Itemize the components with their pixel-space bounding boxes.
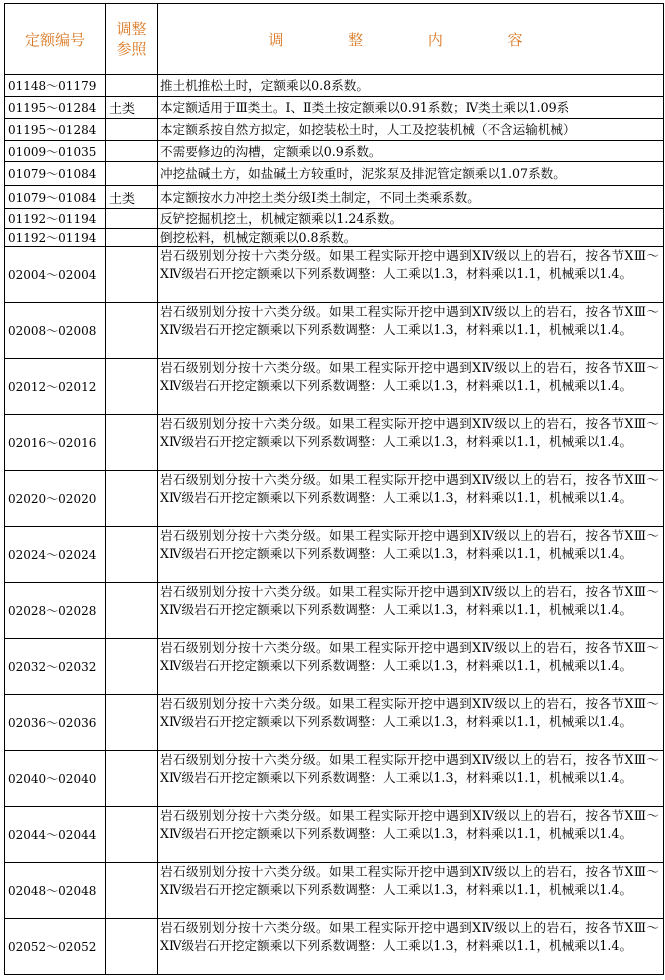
row-code: 01079～01084 (5, 186, 106, 209)
row-content: 不需要修边的沟槽，定额乘以0.9系数。 (158, 141, 664, 162)
table-row (5, 471, 664, 527)
table-row (5, 97, 664, 119)
table-row (5, 583, 664, 639)
row-content: 岩石级别划分按十六类分级。如果工程实际开挖中遇到ⅩⅣ级以上的岩石，按各节ⅩⅢ～ⅩⅣ级岩石开挖定额乘以下列系数调整：人工乘以1.3，材料乘以1.1，机械乘以1.4。 (158, 359, 664, 415)
row-ref (106, 75, 158, 97)
table-row (5, 303, 664, 359)
table-row (5, 807, 664, 863)
row-ref (106, 863, 158, 919)
row-content: 冲挖盐碱土方，如盐碱土方较重时，泥浆泵及排泥管定额乘以1.07系数。 (158, 162, 664, 186)
row-code: 02012～02012 (5, 359, 106, 415)
row-content: 岩石级别划分按十六类分级。如果工程实际开挖中遇到ⅩⅣ级以上的岩石，按各节ⅩⅢ～ⅩⅣ级岩石开挖定额乘以下列系数调整：人工乘以1.3，材料乘以1.1，机械乘以1.4。 (158, 583, 664, 639)
row-code: 02016～02016 (5, 415, 106, 471)
row-code: 02036～02036 (5, 695, 106, 751)
table-row (5, 863, 664, 919)
row-code: 02004～02004 (5, 247, 106, 303)
row-code: 02024～02024 (5, 527, 106, 583)
row-content: 反铲挖掘机挖土，机械定额乘以1.24系数。 (158, 209, 664, 229)
table-row (5, 247, 664, 303)
row-ref (106, 471, 158, 527)
header-code: 定额编号 (5, 4, 106, 75)
row-ref (106, 247, 158, 303)
table-row (5, 919, 664, 975)
row-code: 01195～01284 (5, 119, 106, 141)
row-content: 岩石级别划分按十六类分级。如果工程实际开挖中遇到ⅩⅣ级以上的岩石，按各节ⅩⅢ～ⅩⅣ级岩石开挖定额乘以下列系数调整：人工乘以1.3，材料乘以1.1，机械乘以1.4。 (158, 415, 664, 471)
row-content: 岩石级别划分按十六类分级。如果工程实际开挖中遇到ⅩⅣ级以上的岩石，按各节ⅩⅢ～ⅩⅣ级岩石开挖定额乘以下列系数调整：人工乘以1.3，材料乘以1.1，机械乘以1.4。 (158, 751, 664, 807)
table-row (5, 229, 664, 247)
row-content: 岩石级别划分按十六类分级。如果工程实际开挖中遇到ⅩⅣ级以上的岩石，按各节ⅩⅢ～ⅩⅣ级岩石开挖定额乘以下列系数调整：人工乘以1.3，材料乘以1.1，机械乘以1.4。 (158, 639, 664, 695)
table-row (5, 209, 664, 229)
row-code: 02048～02048 (5, 863, 106, 919)
header-ref (106, 4, 158, 75)
row-content: 本定额系按自然方拟定，如挖装松土时，人工及挖装机械（不含运输机械） (158, 119, 664, 141)
row-content: 推土机推松土时，定额乘以0.8系数。 (158, 75, 664, 97)
row-ref (106, 162, 158, 186)
row-code: 02028～02028 (5, 583, 106, 639)
adjustment-table (4, 3, 664, 975)
row-content: 本定额按水力冲挖土类分级Ⅰ类土制定，不同土类乘系数。 (158, 186, 664, 209)
row-code: 02044～02044 (5, 807, 106, 863)
header-content: 调 整 内 容 (158, 4, 664, 75)
row-ref (106, 415, 158, 471)
row-ref (106, 303, 158, 359)
table-row (5, 639, 664, 695)
row-content: 岩石级别划分按十六类分级。如果工程实际开挖中遇到ⅩⅣ级以上的岩石，按各节ⅩⅢ～ⅩⅣ级岩石开挖定额乘以下列系数调整：人工乘以1.3，材料乘以1.1，机械乘以1.4。 (158, 471, 664, 527)
row-ref: 土类 (106, 97, 158, 119)
row-code: 01079～01084 (5, 162, 106, 186)
row-code: 01009～01035 (5, 141, 106, 162)
table-row (5, 75, 664, 97)
row-ref (106, 209, 158, 229)
row-ref (106, 919, 158, 975)
table-row (5, 695, 664, 751)
table-row (5, 527, 664, 583)
table-row (5, 186, 664, 209)
row-ref (106, 229, 158, 247)
row-ref (106, 639, 158, 695)
table-row (5, 415, 664, 471)
row-code: 02052～02052 (5, 919, 106, 975)
row-code: 02040～02040 (5, 751, 106, 807)
row-ref (106, 119, 158, 141)
table-row (5, 359, 664, 415)
row-content: 岩石级别划分按十六类分级。如果工程实际开挖中遇到ⅩⅣ级以上的岩石，按各节ⅩⅢ～ⅩⅣ级岩石开挖定额乘以下列系数调整：人工乘以1.3，材料乘以1.1，机械乘以1.4。 (158, 303, 664, 359)
row-code: 01192～01194 (5, 229, 106, 247)
header-ref-text: 调整参照 (116, 20, 147, 58)
row-content: 倒挖松料，机械定额乘以0.8系数。 (158, 229, 664, 247)
row-content: 岩石级别划分按十六类分级。如果工程实际开挖中遇到ⅩⅣ级以上的岩石，按各节ⅩⅢ～ⅩⅣ级岩石开挖定额乘以下列系数调整：人工乘以1.3，材料乘以1.1，机械乘以1.4。 (158, 863, 664, 919)
row-ref (106, 359, 158, 415)
header-row (5, 4, 664, 75)
row-code: 02020～02020 (5, 471, 106, 527)
row-content: 岩石级别划分按十六类分级。如果工程实际开挖中遇到ⅩⅣ级以上的岩石，按各节ⅩⅢ～ⅩⅣ级岩石开挖定额乘以下列系数调整：人工乘以1.3，材料乘以1.1，机械乘以1.4。 (158, 807, 664, 863)
row-code: 01195～01284 (5, 97, 106, 119)
row-code: 01192～01194 (5, 209, 106, 229)
row-ref (106, 695, 158, 751)
row-content: 岩石级别划分按十六类分级。如果工程实际开挖中遇到ⅩⅣ级以上的岩石，按各节ⅩⅢ～ⅩⅣ级岩石开挖定额乘以下列系数调整：人工乘以1.3，材料乘以1.1，机械乘以1.4。 (158, 527, 664, 583)
row-ref (106, 527, 158, 583)
row-code: 01148～01179 (5, 75, 106, 97)
table-row (5, 751, 664, 807)
row-content: 本定额适用于Ⅲ类土。Ⅰ、Ⅱ类土按定额乘以0.91系数；Ⅳ类土乘以1.09系 (158, 97, 664, 119)
row-ref (106, 751, 158, 807)
row-ref (106, 141, 158, 162)
row-content: 岩石级别划分按十六类分级。如果工程实际开挖中遇到ⅩⅣ级以上的岩石，按各节ⅩⅢ～ⅩⅣ级岩石开挖定额乘以下列系数调整：人工乘以1.3，材料乘以1.1，机械乘以1.4。 (158, 919, 664, 975)
row-code: 02032～02032 (5, 639, 106, 695)
table-row (5, 119, 664, 141)
table-row (5, 141, 664, 162)
table-row (5, 162, 664, 186)
row-ref (106, 807, 158, 863)
row-ref: 土类 (106, 186, 158, 209)
row-content: 岩石级别划分按十六类分级。如果工程实际开挖中遇到ⅩⅣ级以上的岩石，按各节ⅩⅢ～ⅩⅣ级岩石开挖定额乘以下列系数调整：人工乘以1.3，材料乘以1.1，机械乘以1.4。 (158, 695, 664, 751)
row-code: 02008～02008 (5, 303, 106, 359)
row-content: 岩石级别划分按十六类分级。如果工程实际开挖中遇到ⅩⅣ级以上的岩石，按各节ⅩⅢ～ⅩⅣ级岩石开挖定额乘以下列系数调整：人工乘以1.3，材料乘以1.1，机械乘以1.4。 (158, 247, 664, 303)
row-ref (106, 583, 158, 639)
